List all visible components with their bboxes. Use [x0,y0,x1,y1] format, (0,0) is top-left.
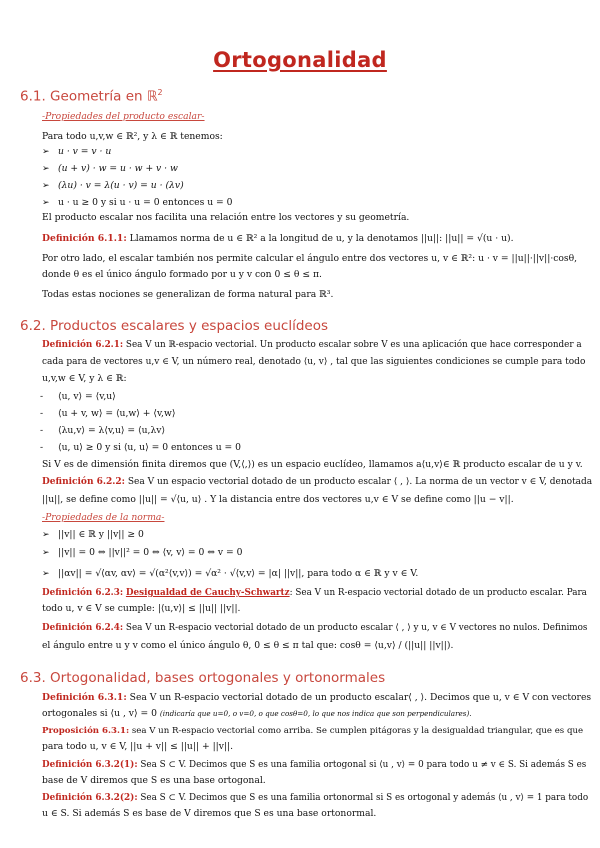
s2-finite: Si V es de dimensión finita diremos que (V,⟨,⟩) es un espacio euclídeo, llamamos a⟨u,v⟩∈ ℝ producto escalar de u y v. [42,459,583,470]
def-6-3-2-1-label: Definición 6.3.2(1): [42,760,138,770]
def-6-2-2-text: Sea V un espacio vectorial dotado de un producto escalar ⟨ , ⟩. La norma de un vector v ∈ V, denotada [127,477,593,487]
prop-6-3-1-label: Proposición 6.3.1: [42,726,130,736]
def-6-3-1-text: Sea V un R-espacio vectorial dotado de un producto escalar⟨ , ⟩. Decimos que u, v ∈ V con vectores [129,692,592,703]
dash-bullet: - [40,425,44,436]
def-6-2-4-line-2: el ángulo entre u y v como el único ángulo θ, 0 ≤ θ ≤ π tal que: cosθ = ⟨u,v⟩ / (||u|| ||v||). [42,640,454,651]
s1-angle-2: donde θ es el único ángulo formado por u y v con 0 ≤ θ ≤ π. [42,269,322,280]
bullet-arrow-icon: ➢ [42,146,50,157]
s1-general: Todas estas nociones se generalizan de forma natural para ℝ³. [42,289,334,300]
bullet-arrow-icon: ➢ [42,568,50,579]
def-6-2-2-line-1 [42,476,592,488]
def-6-3-2-2-line-2: u ∈ S. Si además S es base de V diremos que S es una base ortonormal. [42,808,377,819]
def-6-3-2-1-text: Sea S ⊂ V. Decimos que S es una familia ortogonal si ⟨u , v⟩ = 0 para todo u ≠ v ∈ S. Si además S es [140,760,587,770]
s2-norm-prop-3: ||αv|| = √⟨αv, αv⟩ = √(α²⟨v,v⟩) = √α² · √⟨v,v⟩ = |α| ||v||, para todo α ∈ ℝ y v ∈ V. [58,568,419,579]
s2-cond-4: ⟨u, u⟩ ≥ 0 y si ⟨u, u⟩ = 0 entonces u = 0 [58,442,241,453]
section-6-1-heading [20,88,163,105]
s2-subheading: -Propiedades de la norma- [42,512,165,523]
def-6-3-1-text-2: ortogonales si ⟨u , v⟩ = 0 [42,708,160,719]
def-6-3-1-line-2 [42,708,472,720]
def-6-2-4-text: Sea V un R-espacio vectorial dotado de un producto escalar ⟨ , ⟩ y u, v ∈ V vectores no nulos. Definimos [125,623,588,633]
bullet-arrow-icon: ➢ [42,180,50,191]
s1-prop-1: u · v = v · u [58,146,112,157]
s1-prop-4: u · u ≥ 0 y si u · u = 0 entonces u = 0 [58,197,233,208]
def-6-2-3-label: Definición 6.2.3: [42,588,124,598]
def-6-3-2-2-text: Sea S ⊂ V. Decimos que S es una familia ortonormal si S es ortogonal y además ⟨u , v⟩ = 1 para todo [140,793,589,803]
def-6-2-1-line-1 [42,339,582,351]
def-6-2-3-text: : Sea V un R-espacio vectorial dotado de un producto escalar. Para [289,588,587,598]
s2-cond-2: ⟨u + v, w⟩ = ⟨u,w⟩ + ⟨v,w⟩ [58,408,176,419]
def-6-2-1-text: Sea V un ℝ-espacio vectorial. Un producto escalar sobre V es una aplicación que hace corresponder a [125,340,582,350]
def-6-3-1-label: Definición 6.3.1: [42,692,127,703]
def-6-1-1-label: Definición 6.1.1: [42,233,127,244]
def-6-2-3-name: Desigualdad de Cauchy-Schwartz [125,588,290,598]
s2-norm-prop-2: ||v|| = 0 ⇔ ||v||² = 0 ⇔ ⟨v, v⟩ = 0 ⇔ v = 0 [58,547,243,558]
dash-bullet: - [40,408,44,419]
bullet-arrow-icon: ➢ [42,197,50,208]
s1-subheading: -Propiedades del producto escalar- [42,111,205,122]
section-6-1-heading-sup: 2 [157,88,163,97]
def-6-2-4-line-1 [42,622,587,634]
def-6-1-1 [42,233,514,245]
def-6-1-1-text: Llamamos norma de u ∈ ℝ² a la longitud de u, y la denotamos ||u||: ||u|| = √(u · u). [129,233,514,244]
def-6-3-1-line-1 [42,692,591,704]
s2-norm-prop-1: ||v|| ∈ ℝ y ||v|| ≥ 0 [58,529,144,540]
section-6-2-heading: 6.2. Productos escalares y espacios euclídeos [20,318,329,334]
s2-cond-3: ⟨λu,v⟩ = λ⟨v,u⟩ = ⟨u,λv⟩ [58,425,166,436]
def-6-2-1-line-2: cada para de vectores u,v ∈ V, un número real, denotado ⟨u, v⟩ , tal que las siguientes condiciones se cumple para todo [42,357,586,367]
def-6-2-1-label: Definición 6.2.1: [42,340,124,350]
def-6-2-2-label: Definición 6.2.2: [42,477,125,487]
section-6-1-heading-text: 6.1. Geometría en ℝ [20,88,158,105]
prop-6-3-1-line-1 [42,725,583,737]
page-title: Ortogonalidad [213,48,387,72]
bullet-arrow-icon: ➢ [42,529,50,540]
def-6-3-2-1-line-2: base de V diremos que S es una base ortogonal. [42,775,266,786]
def-6-2-3-line-2: todo u, v ∈ V se cumple: |⟨u,v⟩| ≤ ||u|| ||v||. [42,603,241,614]
def-6-3-2-2-line-1 [42,792,588,804]
s2-cond-1: ⟨u, v⟩ = ⟨v,u⟩ [58,391,116,402]
s1-prop-2: (u + v) · w = u · w + v · w [58,163,178,174]
bullet-arrow-icon: ➢ [42,163,50,174]
s1-prop-3: (λu) · v = λ(u · v) = u · (λv) [58,180,184,191]
def-6-3-2-1-line-1 [42,759,586,771]
def-6-2-4-label: Definición 6.2.4: [42,623,124,633]
s1-intro: Para todo u,v,w ∈ ℝ², y λ ∈ ℝ tenemos: [42,131,223,142]
dash-bullet: - [40,391,44,402]
def-6-2-3-line-1 [42,587,587,599]
s1-angle-1: Por otro lado, el escalar también nos permite calcular el ángulo entre dos vectores u, v ∈ ℝ²: u · v = ||u||·||v||·cosθ, [42,253,578,264]
prop-6-3-1-line-2: para todo u, v ∈ V, ||u + v|| ≤ ||u|| + ||v||. [42,741,234,752]
dash-bullet: - [40,442,44,453]
def-6-2-2-line-2: ||u||, se define como ||u|| = √⟨u, u⟩ . Y la distancia entre dos vectores u,v ∈ V se define como ||u − v||. [42,494,514,505]
bullet-arrow-icon: ➢ [42,547,50,558]
section-6-3-heading: 6.3. Ortogonalidad, bases ortogonales y ortonormales [20,670,386,686]
def-6-2-1-line-3: u,v,w ∈ V, y λ ∈ ℝ: [42,373,127,384]
prop-6-3-1-text: sea V un R-espacio vectorial como arriba. Se cumplen pitágoras y la desigualdad triangular, que es que [131,726,584,736]
def-6-3-2-2-label: Definición 6.3.2(2): [42,793,138,803]
def-6-3-1-note: (indicaría que u=0, o v=0, o que cosθ=0, lo que nos indica que son perpendiculares). [159,709,472,718]
s1-facilita: El producto escalar nos facilita una relación entre los vectores y su geometría. [42,212,410,223]
